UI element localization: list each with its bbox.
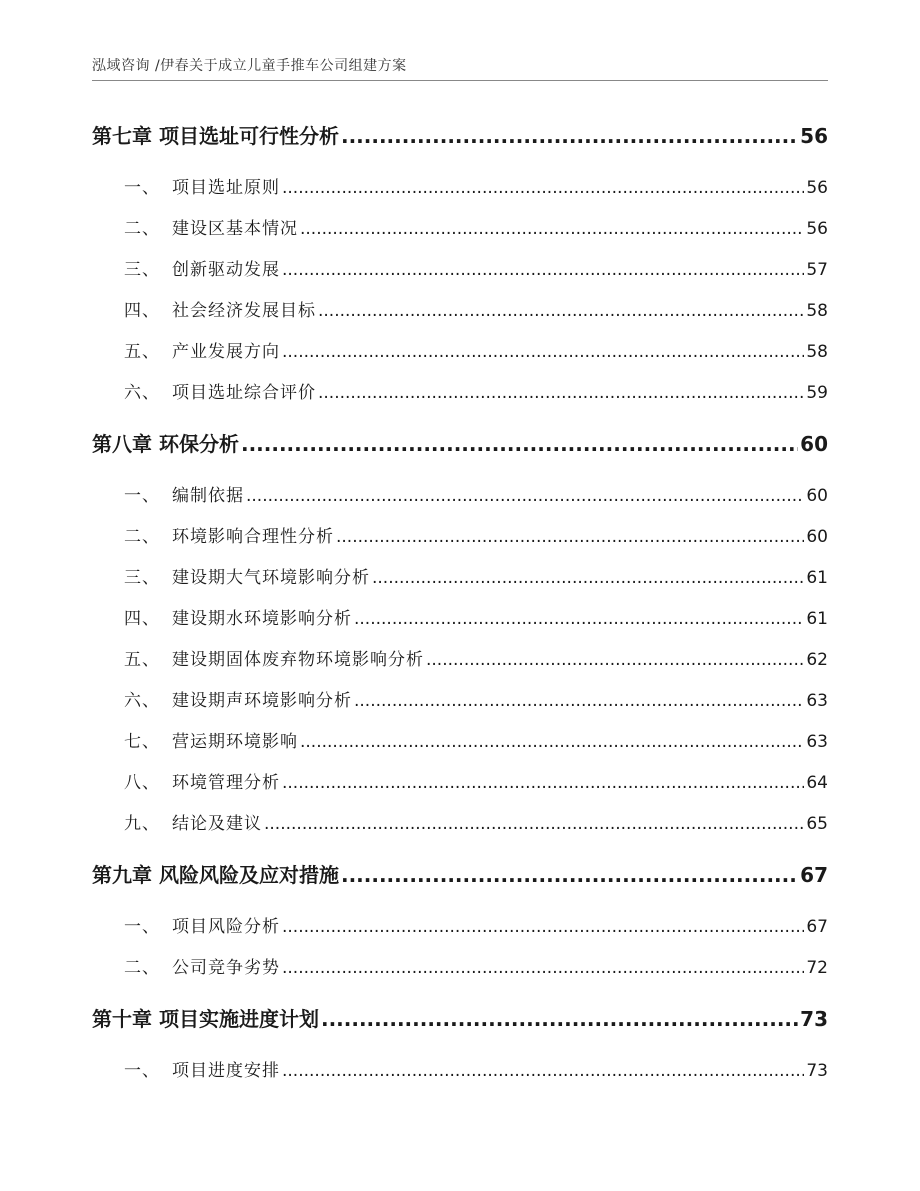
section-number: 一、 bbox=[124, 917, 160, 937]
toc-section[interactable] bbox=[92, 812, 828, 836]
dot-leader bbox=[372, 566, 804, 590]
section-title: 建设期固体废弃物环境影响分析 bbox=[172, 650, 424, 670]
toc-section[interactable] bbox=[92, 730, 828, 754]
page-number: 65 bbox=[806, 814, 828, 834]
chapter-title: 第九章 风险风险及应对措施 bbox=[92, 863, 339, 887]
page-number: 72 bbox=[806, 958, 828, 978]
page-number: 60 bbox=[806, 527, 828, 547]
section-number: 五、 bbox=[124, 342, 160, 362]
section-number: 二、 bbox=[124, 527, 160, 547]
section-number: 八、 bbox=[124, 773, 160, 793]
dot-leader bbox=[318, 299, 804, 323]
toc-section[interactable] bbox=[92, 381, 828, 405]
chapter-title: 第十章 项目实施进度计划 bbox=[92, 1007, 319, 1031]
section-title: 编制依据 bbox=[172, 486, 244, 506]
section-number: 二、 bbox=[124, 958, 160, 978]
dot-leader bbox=[341, 861, 798, 889]
page-number: 73 bbox=[800, 1007, 828, 1031]
section-title: 环境管理分析 bbox=[172, 773, 280, 793]
toc-section[interactable] bbox=[92, 689, 828, 713]
section-title: 环境影响合理性分析 bbox=[172, 527, 334, 547]
page-number: 64 bbox=[806, 773, 828, 793]
section-number: 四、 bbox=[124, 609, 160, 629]
section-number: 六、 bbox=[124, 691, 160, 711]
section-number: 三、 bbox=[124, 568, 160, 588]
dot-leader bbox=[282, 956, 804, 980]
toc-section[interactable] bbox=[92, 1059, 828, 1083]
section-number: 六、 bbox=[124, 383, 160, 403]
toc-section[interactable] bbox=[92, 176, 828, 200]
dot-leader bbox=[241, 430, 798, 458]
toc-chapter-8[interactable] bbox=[92, 430, 828, 458]
page-number: 63 bbox=[806, 732, 828, 752]
toc-section[interactable] bbox=[92, 607, 828, 631]
page-number: 60 bbox=[800, 432, 828, 456]
dot-leader bbox=[246, 484, 804, 508]
section-number: 一、 bbox=[124, 486, 160, 506]
section-number: 三、 bbox=[124, 260, 160, 280]
section-title: 项目进度安排 bbox=[172, 1061, 280, 1081]
page-number: 60 bbox=[806, 486, 828, 506]
page-number: 59 bbox=[806, 383, 828, 403]
dot-leader bbox=[282, 176, 804, 200]
dot-leader bbox=[318, 381, 804, 405]
section-number: 四、 bbox=[124, 301, 160, 321]
section-title: 建设期大气环境影响分析 bbox=[172, 568, 370, 588]
toc-chapter-7[interactable] bbox=[92, 122, 828, 150]
dot-leader bbox=[282, 340, 804, 364]
section-title: 结论及建议 bbox=[172, 814, 262, 834]
section-title: 建设期声环境影响分析 bbox=[172, 691, 352, 711]
toc-chapter-10[interactable] bbox=[92, 1005, 828, 1033]
section-number: 九、 bbox=[124, 814, 160, 834]
section-number: 五、 bbox=[124, 650, 160, 670]
toc-section[interactable] bbox=[92, 484, 828, 508]
section-number: 一、 bbox=[124, 1061, 160, 1081]
section-title: 产业发展方向 bbox=[172, 342, 280, 362]
page-number: 62 bbox=[806, 650, 828, 670]
section-title: 建设区基本情况 bbox=[172, 219, 298, 239]
chapter-title: 第七章 项目选址可行性分析 bbox=[92, 124, 339, 148]
toc-section[interactable] bbox=[92, 648, 828, 672]
chapter-title: 第八章 环保分析 bbox=[92, 432, 239, 456]
page-number: 58 bbox=[806, 342, 828, 362]
page-number: 67 bbox=[800, 863, 828, 887]
dot-leader bbox=[282, 1059, 804, 1083]
dot-leader bbox=[341, 122, 798, 150]
section-title: 社会经济发展目标 bbox=[172, 301, 316, 321]
running-header: 泓域咨询 /伊春关于成立儿童手推车公司组建方案 bbox=[92, 58, 407, 74]
section-number: 七、 bbox=[124, 732, 160, 752]
page-number: 63 bbox=[806, 691, 828, 711]
section-title: 营运期环境影响 bbox=[172, 732, 298, 752]
toc-section[interactable] bbox=[92, 566, 828, 590]
dot-leader bbox=[336, 525, 804, 549]
page-number: 73 bbox=[806, 1061, 828, 1081]
section-title: 项目选址综合评价 bbox=[172, 383, 316, 403]
toc-section[interactable] bbox=[92, 217, 828, 241]
dot-leader bbox=[426, 648, 804, 672]
toc-section[interactable] bbox=[92, 340, 828, 364]
toc-section[interactable] bbox=[92, 771, 828, 795]
toc-section[interactable] bbox=[92, 258, 828, 282]
section-title: 公司竞争劣势 bbox=[172, 958, 280, 978]
dot-leader bbox=[354, 607, 804, 631]
toc-chapter-9[interactable] bbox=[92, 861, 828, 889]
dot-leader bbox=[282, 258, 804, 282]
dot-leader bbox=[282, 915, 804, 939]
dot-leader bbox=[300, 217, 804, 241]
toc-section[interactable] bbox=[92, 299, 828, 323]
dot-leader bbox=[300, 730, 804, 754]
toc-section[interactable] bbox=[92, 956, 828, 980]
section-number: 二、 bbox=[124, 219, 160, 239]
page-number: 67 bbox=[806, 917, 828, 937]
toc-section[interactable] bbox=[92, 915, 828, 939]
page-number: 56 bbox=[800, 124, 828, 148]
section-title: 项目选址原则 bbox=[172, 178, 280, 198]
section-number: 一、 bbox=[124, 178, 160, 198]
page-number: 61 bbox=[806, 609, 828, 629]
section-title: 创新驱动发展 bbox=[172, 260, 280, 280]
page-number: 57 bbox=[806, 260, 828, 280]
page-number: 56 bbox=[806, 178, 828, 198]
toc-section[interactable] bbox=[92, 525, 828, 549]
page-number: 56 bbox=[806, 219, 828, 239]
dot-leader bbox=[321, 1005, 798, 1033]
section-title: 项目风险分析 bbox=[172, 917, 280, 937]
dot-leader bbox=[354, 689, 804, 713]
page-number: 61 bbox=[806, 568, 828, 588]
dot-leader bbox=[282, 771, 804, 795]
page-number: 58 bbox=[806, 301, 828, 321]
dot-leader bbox=[264, 812, 804, 836]
section-title: 建设期水环境影响分析 bbox=[172, 609, 352, 629]
header-divider bbox=[92, 80, 828, 81]
